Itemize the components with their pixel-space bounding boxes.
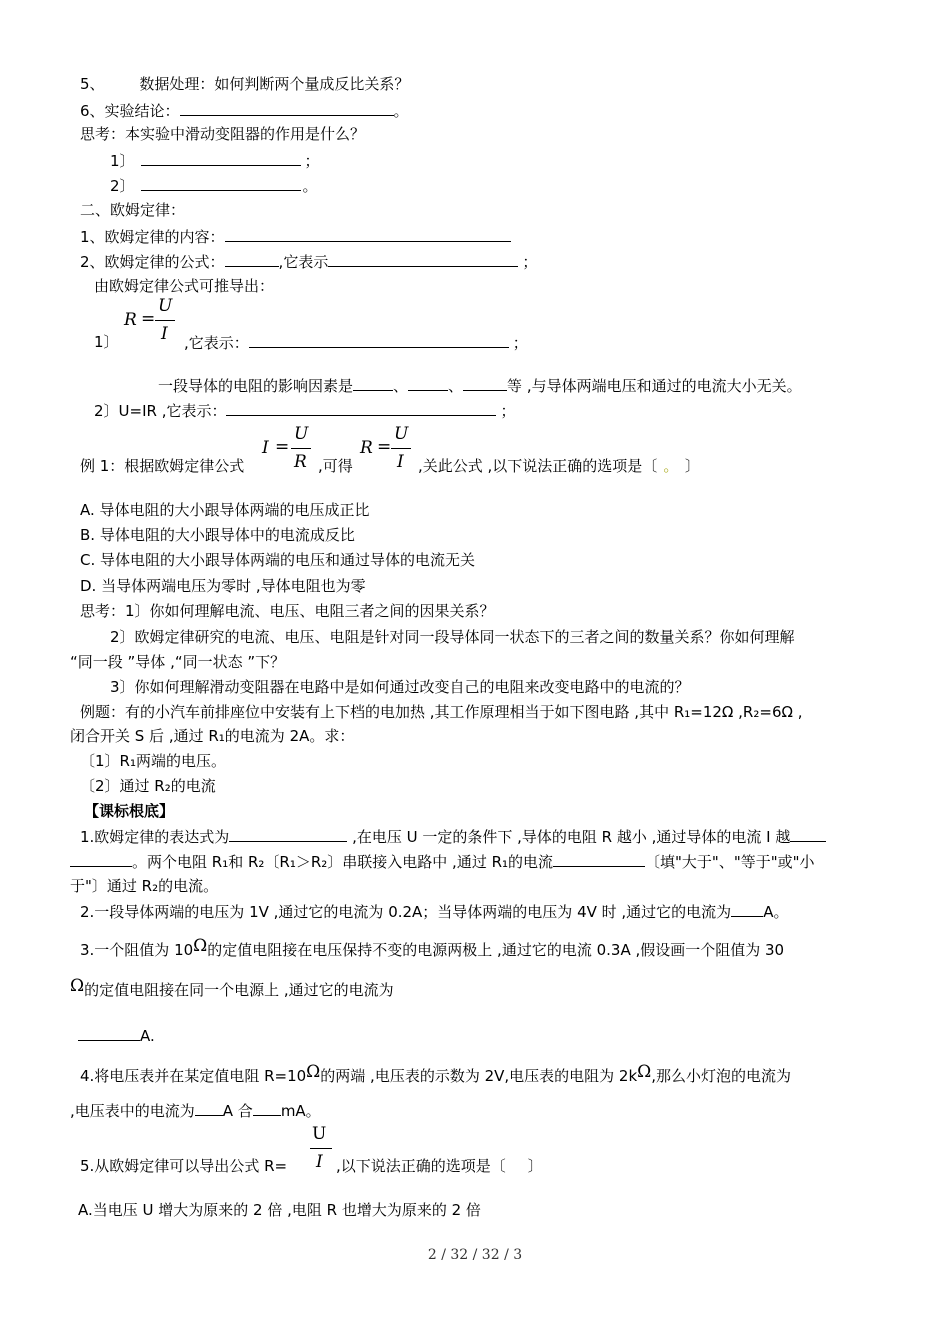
p3-blank[interactable] — [78, 1025, 140, 1041]
example1-option-b: B. 导体电阻的大小跟导体中的电流成反比 — [80, 526, 355, 544]
derive-text: 由欧姆定律公式可推导出： — [94, 277, 275, 295]
example2-q1: 〔1〕R₁两端的电压。 — [80, 752, 226, 770]
p1-current-blank-cont[interactable] — [70, 851, 132, 867]
section2-title: 二、欧姆定律： — [80, 201, 186, 219]
factors-text-b: 等 ,与导体两端电压和通过的电流大小无关。 — [507, 377, 802, 395]
factor-blank-3[interactable] — [463, 375, 507, 391]
omega-symbol: Ω — [70, 976, 85, 996]
item5-text: 数据处理：如何判断两个量成反比关系？ — [139, 75, 410, 93]
p1-expression-blank[interactable] — [229, 826, 347, 842]
think2 — [110, 175, 318, 196]
p1e: 于"〕通过 R₂的电流。 — [70, 877, 219, 895]
p4a: 4.将电压表并在某定值电阻 R=10 — [80, 1067, 307, 1085]
p1c: 。两个电阻 R₁和 R₂〔R₁＞R₂〕串联接入电路中 ,通过 R₁的电流 — [132, 853, 554, 871]
example1-suffix-line — [418, 456, 700, 476]
fraction-bar — [155, 320, 175, 321]
example1-option-d: D. 当导体两端电压为零时 ,导体电阻也为零 — [80, 577, 366, 595]
omega-symbol: Ω — [306, 1062, 321, 1082]
think2-blank[interactable] — [141, 175, 301, 191]
formula-i: I — [397, 452, 404, 472]
p5-option-a: A.当电压 U 增大为原来的 2 倍 ,电阻 R 也增大为原来的 2 倍 — [78, 1201, 481, 1219]
omega-symbol: Ω — [637, 1062, 652, 1082]
think1-blank[interactable] — [141, 150, 301, 166]
d2-text: 2〕U=IR ,它表示： — [94, 402, 227, 420]
factor-blank-2[interactable] — [408, 375, 448, 391]
think2-num: 2〕 — [110, 177, 135, 195]
d2-line — [94, 400, 516, 421]
item5-number: 5、 — [80, 75, 105, 93]
kebiao-p1-line1 — [80, 826, 826, 847]
p3d: A. — [140, 1027, 155, 1045]
formula-eq: = — [275, 437, 290, 457]
formula-u: U — [394, 424, 409, 444]
think2-q3: 3〕你如何理解滑动变阻器在电路中是如何通过改变自己的电阻来改变电路中的电流的？ — [110, 678, 690, 696]
p4c: ,那么小灯泡的电流为 — [651, 1067, 792, 1085]
d1-line — [184, 332, 528, 353]
think2-q2a: 2〕欧姆定律研究的电流、电压、电阻是针对同一段导体同一状态下的三者之间的数量关系？你如何理解 — [110, 628, 795, 646]
d2-blank[interactable] — [226, 400, 496, 416]
formula-r-equals-u-over-i — [124, 296, 184, 346]
ohm-formula-label: 2、欧姆定律的公式： — [80, 253, 225, 271]
d1-text: ,它表示： — [184, 334, 249, 352]
p2-blank[interactable] — [731, 901, 763, 917]
example1-option-a: A. 导体电阻的大小跟导体两端的电压成正比 — [80, 501, 370, 519]
p4-blank-a[interactable] — [195, 1100, 223, 1116]
p1d: 〔填"大于"、"等于"或"小 — [645, 853, 815, 871]
p4-blank-ma[interactable] — [253, 1100, 281, 1116]
p5c: 〕 — [527, 1157, 543, 1175]
p1b: ,在电压 U 一定的条件下 ,导体的电阻 R 越小 ,通过导体的电流 I 越 — [347, 828, 791, 846]
formula-i: I — [316, 1152, 323, 1172]
kebiao-p4-line1 — [80, 1062, 792, 1086]
example2-line1: 例题：有的小汽车前排座位中安装有上下档的电加热 ,其工作原理相当于如下图电路 ,其中 R₁=12Ω ,R₂=6Ω , — [80, 703, 803, 721]
p5-rest — [336, 1156, 543, 1176]
sep-2: 、 — [448, 377, 464, 395]
formula-r: R — [360, 438, 373, 458]
formula-i: I — [161, 324, 168, 344]
kebiao-p4-line2 — [70, 1100, 321, 1121]
think2-end: 。 — [302, 177, 318, 195]
factor-blank-1[interactable] — [353, 375, 393, 391]
formula-u: U — [294, 424, 309, 444]
formula-i: I — [262, 438, 269, 458]
fraction-bar — [291, 448, 311, 449]
ohm-formula-meaning-blank[interactable] — [328, 251, 518, 267]
example2-line2: 闭合开关 S 后 ,通过 R₁的电流为 2A。求： — [70, 727, 355, 745]
p5b: ,以下说法正确的选项是〔 — [336, 1157, 506, 1175]
think1 — [110, 150, 320, 171]
item5 — [80, 74, 409, 94]
p4f: mA。 — [280, 1102, 321, 1120]
example2-q2: 〔2〕通过 R₂的电流 — [80, 777, 216, 795]
p4b: 的两端 ,电压表的示数为 2V,电压表的电阻为 2k — [320, 1067, 638, 1085]
fraction-bar — [391, 448, 411, 449]
item6-blank[interactable] — [180, 100, 394, 116]
formula-i-equals-u-over-r — [262, 424, 322, 474]
think1-num: 1〕 — [110, 152, 135, 170]
sep-1: 、 — [393, 377, 409, 395]
formula-eq: = — [377, 437, 392, 457]
kebiao-p3-line2 — [70, 976, 394, 1000]
example1-close: 〕 — [684, 457, 700, 475]
page-footer: 2 / 32 / 32 / 3 — [427, 1247, 523, 1263]
example1-option-c: C. 导体电阻的大小跟导体两端的电压和通过导体的电流无关 — [80, 551, 476, 569]
formula-r-equals-u-over-i-2 — [360, 424, 420, 474]
ohm-content-label: 1、欧姆定律的内容： — [80, 228, 225, 246]
kebiao-p3-line3 — [78, 1025, 155, 1046]
p1-current-blank[interactable] — [790, 826, 826, 842]
think1-end: ； — [304, 152, 320, 170]
p3a: 3.一个阻值为 10 — [80, 941, 194, 959]
ohm-formula-end: ； — [522, 253, 538, 271]
kebiao-p1-line2 — [70, 851, 815, 872]
omega-symbol: Ω — [193, 936, 208, 956]
ohm-formula-blank[interactable] — [225, 251, 279, 267]
think-title: 思考：本实验中滑动变阻器的作用是什么？ — [80, 125, 366, 143]
p4d: ,电压表中的电流为 — [70, 1102, 195, 1120]
ohm-formula — [80, 251, 537, 272]
d2-end: ； — [500, 402, 516, 420]
formula-r: R — [124, 310, 137, 330]
item6-label: 6、实验结论： — [80, 102, 180, 120]
p3c: 的定值电阻接在同一个电源上 ,通过它的电流为 — [84, 981, 394, 999]
formula-eq: = — [141, 309, 156, 329]
example1-suffix: ,关此公式 ,以下说法正确的选项是〔 — [418, 457, 658, 475]
p1-compare-blank[interactable] — [553, 851, 645, 867]
kebiao-p3-line1 — [80, 936, 785, 960]
formula-r: R — [294, 452, 307, 472]
ohm-content-blank[interactable] — [225, 226, 511, 242]
formula-u: U — [312, 1124, 327, 1144]
fraction-bar — [310, 1148, 332, 1149]
p4e: A 合 — [222, 1102, 253, 1120]
kebiao-title: 【课标根底】 — [84, 802, 175, 820]
example1-mid: ,可得 — [318, 457, 353, 475]
item6 — [80, 100, 409, 121]
p3b: 的定值电阻接在电压保持不变的电源两极上 ,通过它的电流 0.3A ,假设画一个阻值为 30 — [207, 941, 785, 959]
think2-q2b: “同一段 ”导体 ,“同一状态 ”下？ — [70, 653, 286, 671]
p2a: 2.一段导体两端的电压为 1V ,通过它的电流为 0.2A；当导体两端的电压为 4V 时 ,通过它的电流为 — [80, 903, 732, 921]
example1-mark: 。 — [663, 457, 671, 475]
d1-blank[interactable] — [249, 332, 509, 348]
p5a: 5.从欧姆定律可以导出公式 R= — [80, 1157, 288, 1175]
example1-prefix: 例 1：根据欧姆定律公式 — [80, 457, 245, 475]
factors-line — [158, 375, 802, 396]
kebiao-p2 — [80, 901, 788, 922]
factors-text-a: 一段导体的电阻的影响因素是 — [158, 377, 354, 395]
item6-end: 。 — [393, 102, 409, 120]
ohm-formula-mid: ,它表示 — [278, 253, 329, 271]
p1a: 1.欧姆定律的表达式为 — [80, 828, 230, 846]
d1-num: 1〕 — [94, 333, 119, 351]
p2b: A。 — [763, 903, 789, 921]
d1-end: ； — [512, 334, 528, 352]
formula-u: U — [158, 296, 173, 316]
ohm-content — [80, 226, 511, 247]
think2-q1: 思考：1〕你如何理解电流、电压、电阻三者之间的因果关系？ — [80, 602, 495, 620]
